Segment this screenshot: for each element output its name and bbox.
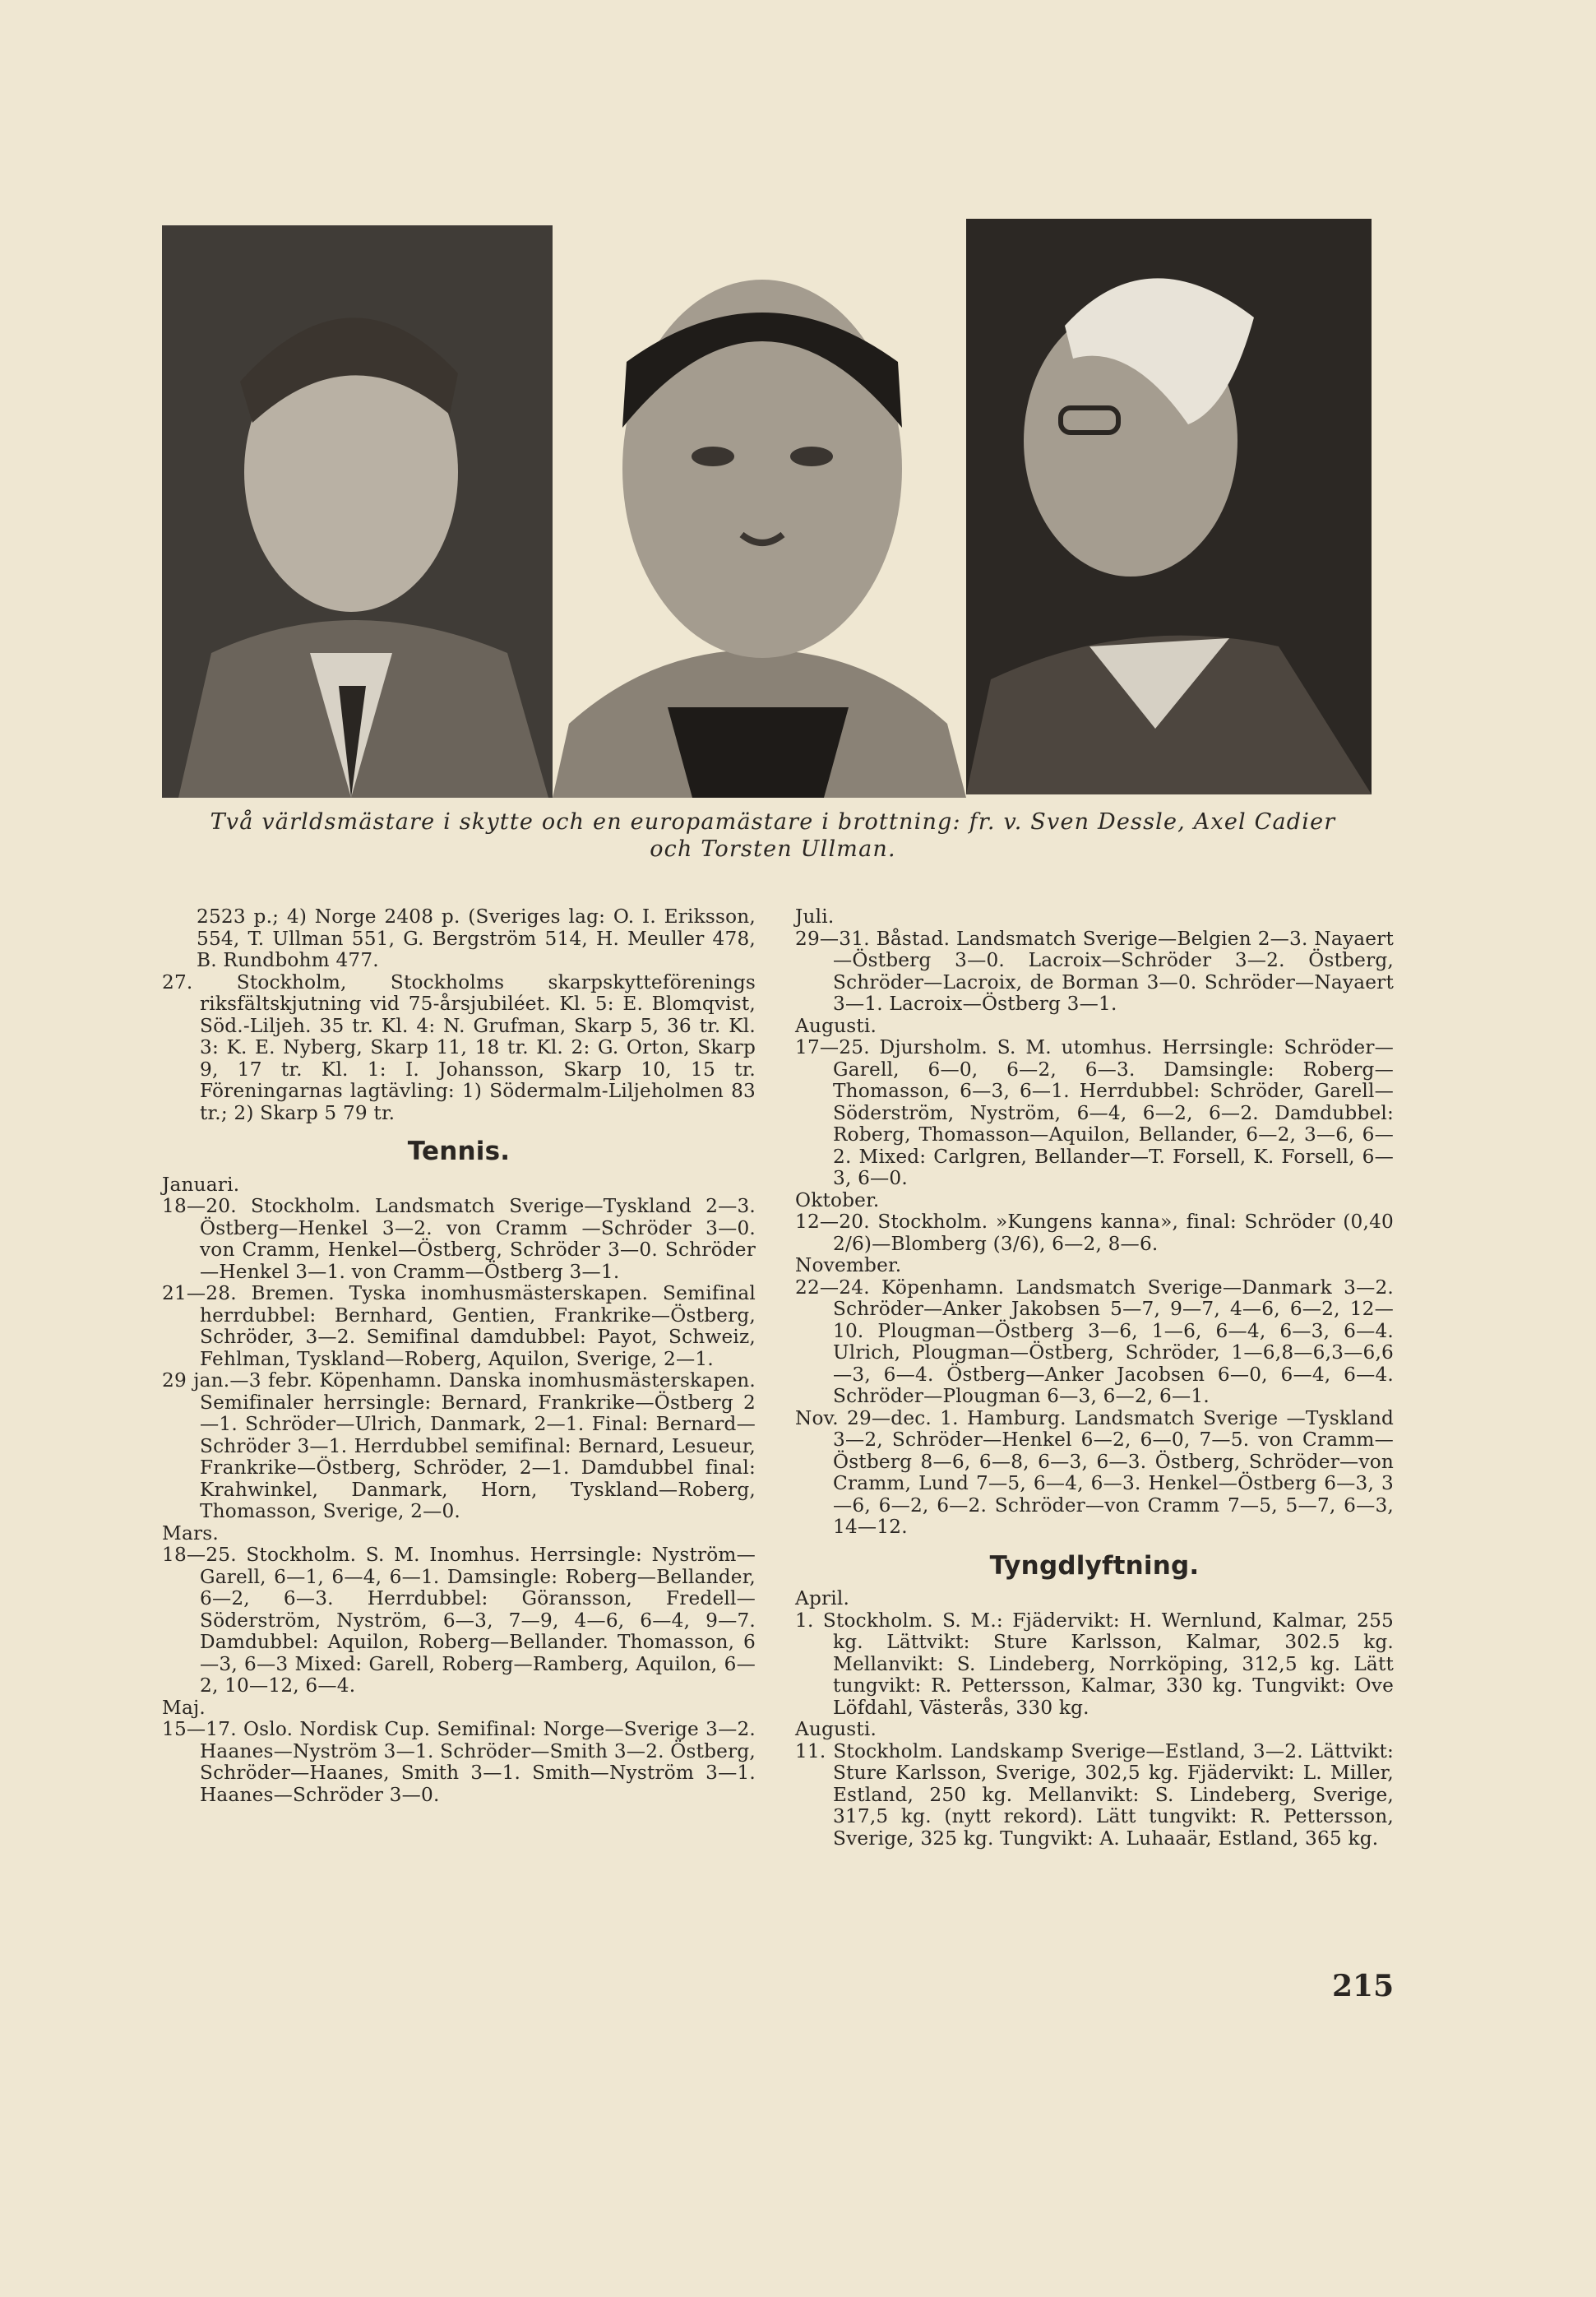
portrait-center-image [553,263,966,798]
portrait-right-image [966,219,1372,794]
entry-29-31: 29—31. Båstad. Landsmatch Sverige—Belgien 2—3. Nayaert—Östberg 3—0. Lacroix—Schröder 3—2. Östberg, Schröder—Lacroix, de Borman 3—0. Schröder—Nayaert 3—1. Lacroix—Östberg 3—1. [795,927,1394,1015]
entry-11: 11. Stockholm. Landskamp Sverige—Estland, 3—2. Lättvikt: Sture Karlsson, Sverige, 302,5 kg. Fjädervikt: L. Miller, Estland, 250 kg. Mellanvikt: S. Lindeberg, Sverige, 317,5 kg. (nytt rekord). Lätt tungvikt: R. Pettersson, Sverige, 325 kg. Tungvikt: A. Luhaaär, Estland, 365 kg. [795,1739,1394,1850]
month-november: November. [795,1254,902,1276]
tyngdlyftning-heading: Tyngdlyftning. [989,1550,1200,1581]
entry-15-17: 15—17. Oslo. Nordisk Cup. Semifinal: Norge—Sverige 3—2. Haanes—Nyström 3—1. Schröder—Smith 3—2. Östberg, Schröder—Haanes, Smith 3—1. Smith—Nyström 3—1. Haanes—Schröder 3—0. [162,1718,756,1806]
right-column [795,906,1394,1850]
entry-1: 1. Stockholm. S. M.: Fjädervikt: H. Wernlund, Kalmar, 255 kg. Lättvikt: Sture Karlsson, Kalmar, 302.5 kg. Mellanvikt: S. Lindeberg, Norrköping, 312,5 kg. Lätt tungvikt: R. Pettersson, Kalmar, 330 kg. Tungvikt: Ove Löfdahl, Västerås, 330 kg. [795,1609,1394,1719]
entry-22-24: 22—24. Köpenhamn. Landsmatch Sverige—Danmark 3—2. Schröder—Anker Jakobsen 5—7, 9—7, 4—6, 6—2, 12—10. Plougman—Östberg 3—6, 1—6, 6—4, 6—3, 6—4. Ulrich, Plougman—Östberg, Schröder, 1—6,8—6,3—6,6—3, 6—4. Östberg—Anker Jacobsen 6—0, 6—4, 6—4. Schröder—Plougman 6—3, 6—2, 6—1. [795,1276,1394,1407]
entry-21-28: 21—28. Bremen. Tyska inomhusmästerskapen. Semifinal herrdubbel: Bernhard, Gentien, Frankrike—Östberg, Schröder, 3—2. Semifinal damdubbel: Payot, Schweiz, Fehlman, Tyskland—Roberg, Aquilon, Sverige, 2—1. [162,1282,756,1370]
month-augusti: Augusti. [795,1014,877,1037]
portrait-right [966,219,1372,794]
entry-18-20: 18—20. Stockholm. Landsmatch Sverige—Tyskland 2—3. Östberg—Henkel 3—2. von Cramm —Schröder 3—0. von Cramm, Henkel—Östberg, Schröder 3—0. Schröder—Henkel 3—1. von Cramm—Östberg 3—1. [162,1195,756,1283]
caption-line-1: Två världsmästare i skytte och en europamästare i brottning: fr. v. Sven Dessle, Axel Cadier [210,809,1336,835]
month-oktober: Oktober. [795,1188,880,1211]
caption-line-2: och Torsten Ullman. [650,836,896,862]
entry-17-25: 17—25. Djursholm. S. M. utomhus. Herrsingle: Schröder—Garell, 6—0, 6—2, 6—3. Damsingle: Roberg—Thomasson, 6—3, 6—1. Herrdubbel: Schröder, Garell—Söderström, Nyström, 6—4, 6—2, 6—2. Damdubbel: Roberg, Thomasson—Aquilon, Bellander, 6—2, 3—6, 6—2. Mixed: Carlgren, Bellander—T. Forsell, K. Forsell, 6—3, 6—0. [795,1036,1394,1189]
entry-27: 27. Stockholm, Stockholms skarpskytteförenings riksfältskjutning vid 75-årsjubiléet. Kl. 5: E. Blomqvist, Söd.-Liljeh. 35 tr. Kl. 4: N. Grufman, Skarp 5, 36 tr. Kl. 3: K. E. Nyberg, Skarp 11, 18 tr. Kl. 2: G. Orton, Skarp 9, 17 tr. Kl. 1: I. Johansson, Skarp 10, 15 tr. Föreningarnas lagtävling: 1) Södermalm-Liljeholmen 83 tr.; 2) Skarp 5 79 tr. [162,970,756,1124]
page-number: 215 [1332,1969,1395,2003]
entry-12-20: 12—20. Stockholm. »Kungens kanna», final: Schröder (0,40 2/6)—Blomberg (3/6), 6—2, 8—6. [795,1211,1394,1255]
entry-29-jan: 29 jan.—3 febr. Köpenhamn. Danska inomhusmästerskapen. Semifinaler herrsingle: Bernard, Frankrike—Östberg 2—1. Schröder—Ulrich, Danmark, 2—1. Final: Bernard—Schröder 3—1. Herrdubbel semifinal: Bernard, Lesueur, Frankrike—Östberg, Schröder, 2—1. Damdubbel final: Krahwinkel, Danmark, Horn, Tyskland—Roberg, Thomasson, Sverige, 2—0. [162,1369,756,1522]
month-april: April. [795,1587,850,1609]
entry-18-25: 18—25. Stockholm. S. M. Inomhus. Herrsingle: Nyström—Garell, 6—1, 6—4, 6—1. Damsingle: Roberg—Bellander, 6—2, 6—3. Herrdubbel: Göransson, Fredell—Söderström, Nyström, 6—3, 7—9, 4—6, 6—4, 9—7. Damdubbel: Aquilon, Roberg—Bellander. Thomasson, 6—3, 6—3 Mixed: Garell, Roberg—Ramberg, Aquilon, 6—2, 10—12, 6—4. [162,1544,756,1697]
month-mars: Mars. [162,1521,219,1544]
shooting-results-continued: 2523 p.; 4) Norge 2408 p. (Sveriges lag: O. I. Eriksson, 554, T. Ullman 551, G. Bergström 514, H. Meuller 478, B. Rundbohm 477. [197,905,756,971]
photo-caption [164,808,1381,863]
portrait-left-image [162,225,553,798]
month-januari: Januari. [162,1173,240,1196]
month-augusti-2: Augusti. [795,1718,877,1740]
tennis-heading: Tennis. [407,1137,511,1166]
month-juli: Juli. [795,905,835,928]
month-maj: Maj. [162,1696,206,1719]
portrait-center [553,263,966,798]
portrait-left [162,225,553,798]
left-column [162,906,756,1806]
entry-nov-29: Nov. 29—dec. 1. Hamburg. Landsmatch Sverige —Tyskland 3—2, Schröder—Henkel 6—2, 6—0, 7—5. von Cramm—Östberg 8—6, 6—8, 6—3, 6—3. Östberg, Schröder—von Cramm, Lund 7—5, 6—4, 6—3. Henkel—Östberg 6—3, 3—6, 6—2, 6—2. Schröder—von Cramm 7—5, 5—7, 6—3, 14—12. [795,1406,1394,1538]
